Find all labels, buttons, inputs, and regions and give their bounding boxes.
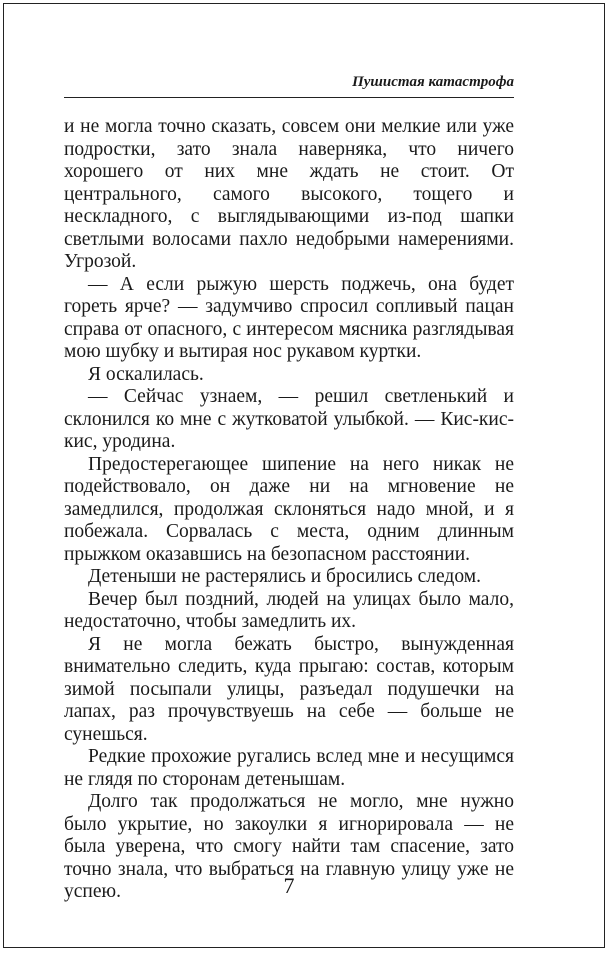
paragraph: Редкие прохожие ругались вслед мне и несущимся не глядя по сторонам детенышам. (64, 746, 514, 790)
header-rule (64, 97, 514, 98)
paragraph: Я оскалилась. (88, 363, 204, 385)
page-number: 7 (283, 873, 295, 898)
paragraph: Я не могла бежать быстро, вынужденная внимательно следить, куда прыгаю: состав, которым зимой посыпали улицы, разъедал подушечки на лапах, раз прочувствуешь на себе — больше не сунешься. (64, 633, 514, 745)
paragraph: Долго так продолжаться не могло, мне нужно было укрытие, но закоулки я игнорировала — не была уверена, что смогу найти там спасение, зато точно знала, что выбраться на главную улицу уже не успею. (64, 791, 514, 902)
paragraph: — Сейчас узнаем, — решил светленький и склонился ко мне с жутковатой улыбкой. — Кис-кис-кис, уродина. (64, 386, 514, 452)
paragraph: Предостерегающее шипение на него никак не подействовало, он даже ни на мгновение не замедлился, продолжая склоняться надо мной, и я побежала. Сорвалась с места, одним длинным прыжком оказавшись на безопасном расстоянии. (64, 453, 514, 565)
paragraph: — А если рыжую шерсть поджечь, она будет гореть ярче? — задумчиво спросил сопливый пацан справа от опасного, с интересом мясника разглядывая мою шубку и вытирая нос рукавом куртки. (64, 273, 514, 362)
running-header-title: Пушистая катастрофа (352, 74, 514, 90)
text-body (64, 116, 514, 904)
paragraph: и не могла точно сказать, совсем они мелкие или уже подростки, зато знала наверняка, что ничего хорошего от них мне ждать не стоит. От центрального, самого высокого, тощего и нескладного, с выглядывающими из-под шапки светлыми волосами пахло недобрыми намерениями. Угрозой. (64, 116, 514, 272)
paragraph: Детеныши не растерялись и бросились следом. (88, 566, 481, 587)
paragraph: Вечер был поздний, людей на улицах было мало, недостаточно, чтобы замедлить их. (64, 588, 514, 632)
